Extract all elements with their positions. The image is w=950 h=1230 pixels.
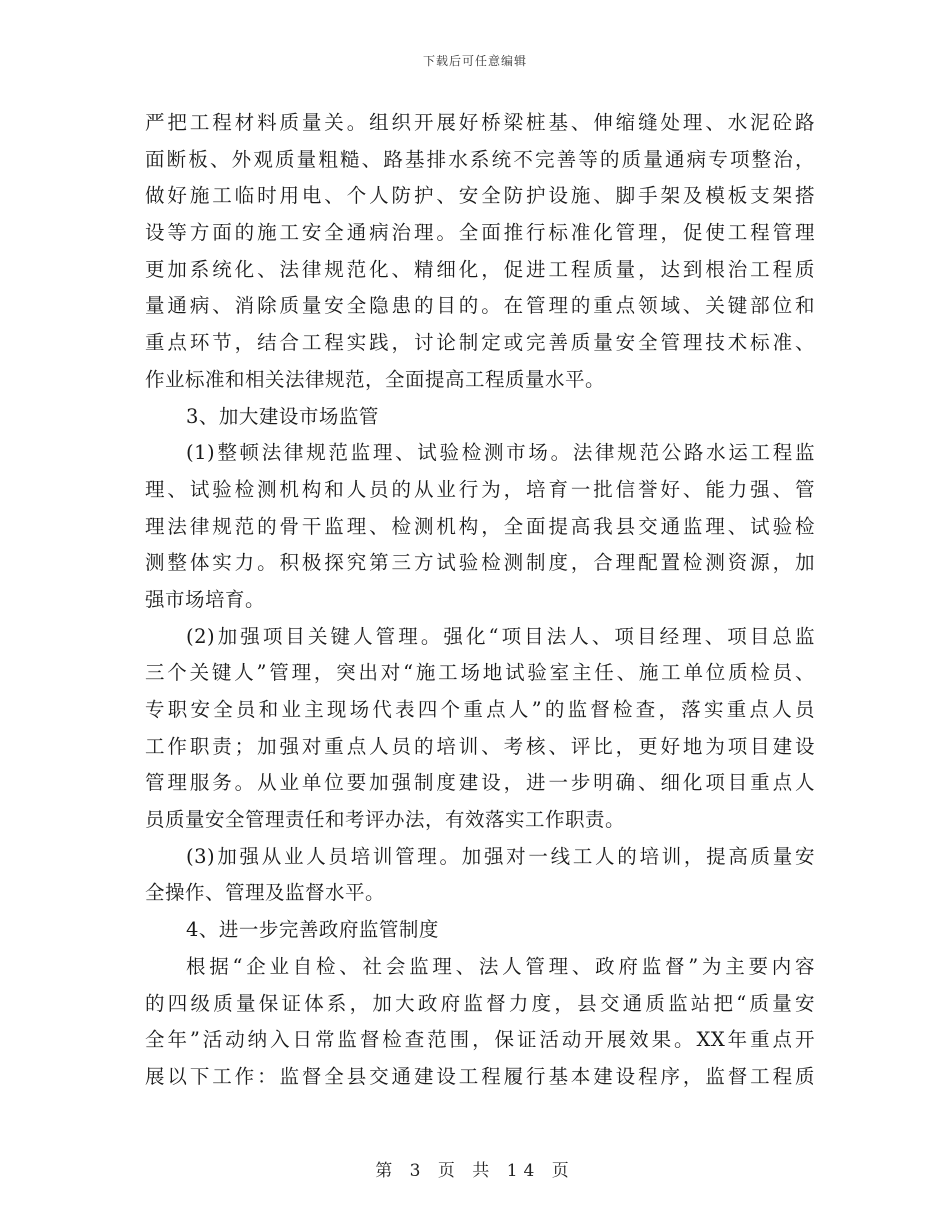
text-line: 强市场培育。	[145, 587, 266, 611]
text-line: 面断板、外观质量粗糙、路基排水系统不完善等的质量通病专项整治，	[145, 147, 815, 171]
text-line: 更加系统化、法律规范化、精细化，促进工程质量，达到根治工程质	[145, 257, 815, 281]
text-line: 管理服务。从业单位要加强制度建设，进一步明确、细化项目重点人	[145, 771, 815, 795]
page-footer: 第 3 页 共 14 页	[375, 1161, 575, 1181]
text-line: 专职安全员和业主现场代表四个重点人”的监督检查，落实重点人员	[145, 698, 815, 721]
body-text	[145, 105, 815, 1096]
text-line: (3)加强从业人员培训管理。加强对一线工人的培训，提高质量安	[186, 844, 815, 868]
text-line: 工作职责；加强对重点人员的培训、考核、评比，更好地为项目建设	[145, 734, 815, 758]
text-line: 全年”活动纳入日常监督检查范围，保证活动开展效果。XX年重点开	[145, 1028, 815, 1052]
text-line: 3、加大建设市场监管	[186, 404, 379, 428]
text-line: (1)整顿法律规范监理、试验检测市场。法律规范公路水运工程监	[186, 441, 815, 465]
page-header: 下载后可任意编辑	[422, 54, 527, 68]
text-line: 理法律规范的骨干监理、检测机构，全面提高我县交通监理、试验检	[145, 514, 815, 538]
text-line: 测整体实力。积极探究第三方试验检测制度，合理配置检测资源，加	[145, 551, 815, 575]
text-line: 的四级质量保证体系，加大政府监督力度，县交通质监站把“质量安	[145, 991, 815, 1015]
text-line: 4、进一步完善政府监管制度	[186, 918, 439, 942]
text-line: 设等方面的施工安全通病治理。全面推行标准化管理，促使工程管理	[145, 221, 815, 245]
text-line: 员质量安全管理责任和考评办法，有效落实工作职责。	[145, 808, 626, 832]
text-line: 作业标准和相关法律规范，全面提高工程质量水平。	[145, 367, 606, 391]
text-line: 严把工程材料质量关。组织开展好桥梁桩基、伸缩缝处理、水泥砼路	[145, 111, 815, 134]
text-line: 理、试验检测机构和人员的从业行为，培育一批信誉好、能力强、管	[145, 477, 815, 501]
text-line: 全操作、管理及监督水平。	[145, 881, 386, 905]
text-line: 重点环节，结合工程实践，讨论制定或完善质量安全管理技术标准、	[145, 331, 815, 355]
text-line: (2)加强项目关键人管理。强化“项目法人、项目经理、项目总监	[186, 624, 815, 648]
text-line: 根据“企业自检、社会监理、法人管理、政府监督”为主要内容	[186, 954, 815, 978]
text-line: 展以下工作：监督全县交通建设工程履行基本建设程序，监督工程质	[145, 1064, 815, 1088]
text-line: 三个关键人”管理，突出对“施工场地试验室主任、施工单位质检员、	[145, 661, 815, 685]
text-line: 量通病、消除质量安全隐患的目的。在管理的重点领域、关键部位和	[145, 294, 815, 318]
text-line: 做好施工临时用电、个人防护、安全防护设施、脚手架及模板支架搭	[145, 184, 815, 208]
